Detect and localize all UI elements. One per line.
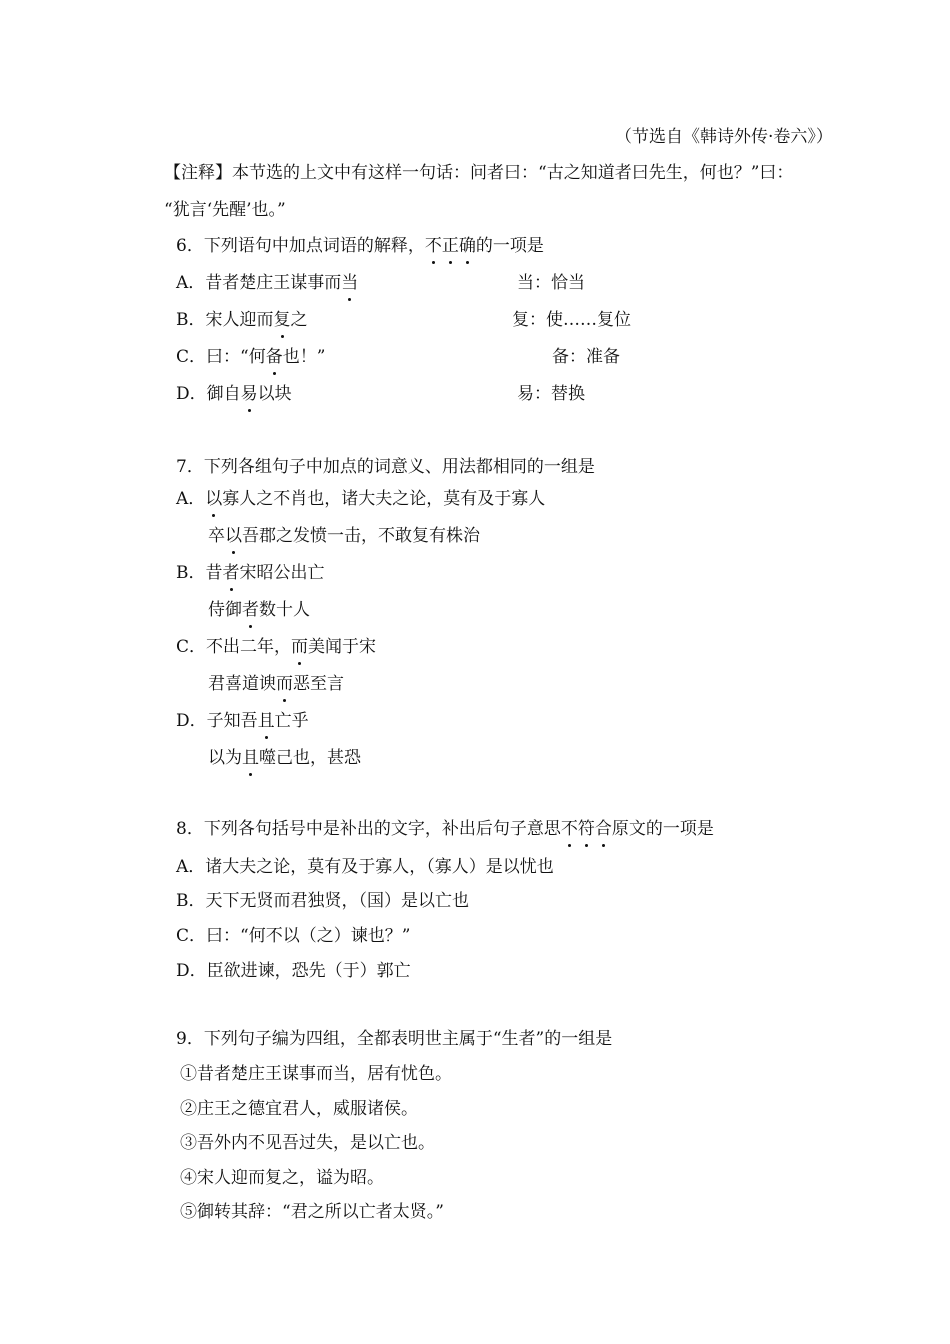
question-6-option-a: A．昔者楚庄王谋事而当 <box>176 273 359 293</box>
source-citation: （节选自《韩诗外传·卷六》） <box>615 127 833 147</box>
question-7-option-b-line1: B．昔者宋昭公出亡 <box>176 563 325 583</box>
question-9-item-1: ①昔者楚庄王谋事而当，居有忧色。 <box>180 1064 452 1084</box>
annotation-line-2: “犹言‘先醒’也。” <box>164 200 286 220</box>
question-6-gloss-c: 备：准备 <box>552 347 620 367</box>
question-9-stem: 9．下列句子编为四组，全都表明世主属于“生者”的一组是 <box>176 1029 613 1049</box>
question-7-option-a-line2: 卒以吾郡之发愤一击，不敢复有株治 <box>208 526 480 546</box>
question-9-item-5: ⑤御转其辞：“君之所以亡者太贤。” <box>180 1202 444 1222</box>
question-6-option-d: D．御自易以块 <box>176 384 292 404</box>
question-7-option-d-line1: D．子知吾且亡乎 <box>176 711 309 731</box>
question-9-item-4: ④宋人迎而复之，谥为昭。 <box>180 1168 384 1188</box>
question-8-stem: 8．下列各句括号中是补出的文字，补出后句子意思不符合原文的一项是 <box>176 819 714 839</box>
question-7-option-c-line1: C．不出二年，而美闻于宋 <box>176 637 377 657</box>
question-7-option-d-line2: 以为且噬己也，甚恐 <box>208 748 361 768</box>
annotation-line-1: 【注释】本节选的上文中有这样一句话：问者曰：“古之知道者曰先生，何也？”曰： <box>164 163 794 183</box>
question-8-option-b: B．天下无贤而君独贤，（国）是以亡也 <box>176 891 469 911</box>
question-6-gloss-d: 易：替换 <box>517 384 585 404</box>
question-8-option-a: A．诸大夫之论，莫有及于寡人，（寡人）是以忧也 <box>176 857 554 877</box>
question-8-option-d: D．臣欲进谏，恐先（于）郭亡 <box>176 961 411 981</box>
question-6-gloss-a: 当：恰当 <box>517 273 585 293</box>
question-9-item-2: ②庄王之德宜君人，威服诸侯。 <box>180 1099 418 1119</box>
question-6-option-b: B．宋人迎而复之 <box>176 310 308 330</box>
question-6-gloss-b: 复：使……复位 <box>512 310 631 330</box>
question-7-option-a-line1: A．以寡人之不肖也，诸大夫之论，莫有及于寡人 <box>176 489 546 509</box>
question-6-stem: 6．下列语句中加点词语的解释，不正确的一项是 <box>176 236 544 256</box>
question-7-option-b-line2: 侍御者数十人 <box>208 600 310 620</box>
question-7-stem: 7．下列各组句子中加点的词意义、用法都相同的一组是 <box>176 457 595 477</box>
question-8-option-c: C．曰：“何不以（之）谏也？” <box>176 926 411 946</box>
question-6-option-c: C．曰：“何备也！” <box>176 347 326 367</box>
question-9-item-3: ③吾外内不见吾过失，是以亡也。 <box>180 1133 435 1153</box>
question-7-option-c-line2: 君喜道谀而恶至言 <box>208 674 344 694</box>
